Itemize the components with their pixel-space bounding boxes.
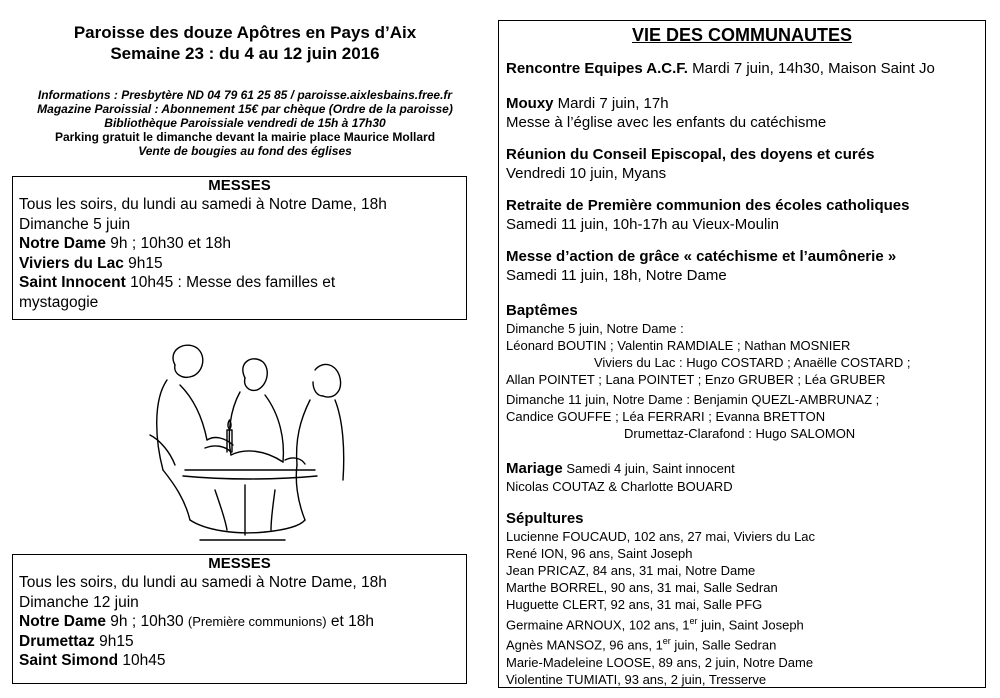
event-details: Mardi 7 juin, 14h30, Maison Saint Jo xyxy=(687,60,935,77)
event-retraite xyxy=(506,196,979,234)
list-item: Marie-Madeleine LOOSE, 89 ans, 2 juin, Notre Dame xyxy=(506,654,814,670)
section-title: Baptêmes xyxy=(506,302,578,319)
list-item: Dimanche 5 juin, Notre Dame : xyxy=(506,321,684,336)
church-name: Notre Dame xyxy=(19,613,106,630)
masses-line xyxy=(19,651,460,671)
mass-note: (Première communions) xyxy=(187,614,327,629)
list-item-text: Agnès MANSOZ, 96 ans, 1 xyxy=(506,637,663,653)
mass-times: 9h ; 10h30 xyxy=(106,613,188,630)
list-item xyxy=(506,613,979,633)
info-contact: Informations : Presbytère ND 04 79 61 25 85 / paroisse.aixlesbains.free.fr xyxy=(37,88,453,102)
list-item: Candice GOUFFE ; Léa FERRARI ; Evanna BRETTON xyxy=(506,409,826,424)
bulletin-header xyxy=(10,22,480,64)
event-details: Mardi 7 juin, 17h xyxy=(553,95,669,112)
list-item: Violentine TUMIATI, 93 ans, 2 juin, Tresserve xyxy=(506,671,767,687)
baptemes-section xyxy=(506,301,979,442)
list-item-text: Germaine ARNOUX, 102 ans, 1 xyxy=(506,617,690,633)
list-item: Drumettaz-Clarafond : Hugo SALOMON xyxy=(624,426,856,441)
list-item: Nicolas COUTAZ & Charlotte BOUARD xyxy=(506,479,733,494)
mariage-section xyxy=(506,459,979,495)
masses-date: Dimanche 5 juin xyxy=(19,215,131,233)
ordinal-suffix: er xyxy=(662,636,671,647)
event-title: Mouxy xyxy=(506,95,554,112)
masses-line xyxy=(19,273,460,293)
event-details: Vendredi 10 juin, Myans xyxy=(506,165,667,182)
info-library: Bibliothèque Paroissiale vendredi de 15h à 17h30 xyxy=(104,116,386,130)
parish-title: Paroisse des douze Apôtres en Pays d’Aix xyxy=(73,23,417,42)
masses-line: Tous les soirs, du lundi au samedi à Notre Dame, 18h xyxy=(19,574,387,591)
info-block xyxy=(10,88,480,158)
event-acf xyxy=(506,59,979,78)
masses-line: mystagogie xyxy=(19,293,99,311)
event-details: Samedi 11 juin, 10h-17h au Vieux-Moulin xyxy=(506,216,779,233)
mass-times: et 18h xyxy=(326,613,374,630)
info-parking: Parking gratuit le dimanche devant la mairie place Maurice Mollard xyxy=(54,130,436,144)
list-item: Dimanche 11 juin, Notre Dame : Benjamin QUEZL-AMBRUNAZ ; xyxy=(506,392,880,407)
masses-line xyxy=(19,632,460,652)
list-item: Huguette CLERT, 92 ans, 31 mai, Salle PFG xyxy=(506,597,763,612)
info-magazine: Magazine Paroissial : Abonnement 15€ par chèque (Ordre de la paroisse) xyxy=(37,102,453,116)
church-name: Drumettaz xyxy=(19,632,95,650)
community-title: VIE DES COMMUNAUTES xyxy=(631,25,853,45)
event-title: Rencontre Equipes A.C.F. xyxy=(506,60,688,77)
mass-times: 9h ; 10h30 et 18h xyxy=(106,235,231,252)
list-item xyxy=(506,633,979,653)
list-item: René ION, 96 ans, Saint Joseph xyxy=(506,546,693,561)
church-name: Notre Dame xyxy=(19,235,106,252)
masses-box-week1 xyxy=(12,176,467,320)
mass-times: 9h15 xyxy=(94,632,134,650)
mass-times: 10h45 : Messe des familles et xyxy=(125,274,336,291)
list-item: Jean PRICAZ, 84 ans, 31 mai, Notre Dame xyxy=(506,563,756,578)
masses-line: Tous les soirs, du lundi au samedi à Notre Dame, 18h xyxy=(19,196,387,213)
masses-date: Dimanche 12 juin xyxy=(19,593,139,611)
event-title: Retraite de Première communion des écoles catholiques xyxy=(506,197,910,214)
list-item: Allan POINTET ; Lana POINTET ; Enzo GRUBER ; Léa GRUBER xyxy=(506,372,886,387)
church-name: Saint Simond xyxy=(19,652,119,669)
masses-title: MESSES xyxy=(208,555,271,572)
list-item: Marthe BORREL, 90 ans, 31 mai, Salle Sedran xyxy=(506,580,778,595)
list-item-text: juin, Saint Joseph xyxy=(697,617,804,633)
section-title: Mariage xyxy=(506,460,563,477)
ordinal-suffix: er xyxy=(689,616,698,626)
event-mouxy xyxy=(506,94,979,132)
community-life-box xyxy=(498,20,986,688)
masses-box-week2 xyxy=(12,554,467,684)
event-conseil xyxy=(506,145,979,183)
section-title: Sépultures xyxy=(506,510,584,527)
event-title: Réunion du Conseil Episcopal, des doyens et curés xyxy=(506,146,875,163)
church-name: Viviers du Lac xyxy=(19,254,124,272)
event-details: Messe à l’église avec les enfants du catéchisme xyxy=(506,114,827,131)
event-title: Messe d’action de grâce « catéchisme et l’aumônerie » xyxy=(506,248,897,265)
masses-line xyxy=(19,612,460,632)
week-title: Semaine 23 : du 4 au 12 juin 2016 xyxy=(110,44,380,63)
event-details: Samedi 11 juin, 18h, Notre Dame xyxy=(506,267,727,284)
mass-times: 9h15 xyxy=(123,254,163,272)
list-item-text: juin, Salle Sedran xyxy=(670,637,777,653)
masses-title: MESSES xyxy=(208,177,271,194)
mass-times: 10h45 xyxy=(118,652,166,669)
event-action-grace xyxy=(506,247,979,285)
list-item: Lucienne FOUCAUD, 102 ans, 27 mai, Viviers du Lac xyxy=(506,529,816,544)
info-candles: Vente de bougies au fond des églises xyxy=(138,144,352,158)
masses-line xyxy=(19,234,460,254)
event-details: Samedi 4 juin, Saint innocent xyxy=(562,461,735,476)
sepultures-section xyxy=(506,509,979,688)
masses-line xyxy=(19,254,460,274)
list-item: Léonard BOUTIN ; Valentin RAMDIALE ; Nathan MOSNIER xyxy=(506,338,851,353)
praying-people-illustration xyxy=(145,340,345,545)
list-item: Viviers du Lac : Hugo COSTARD ; Anaëlle COSTARD ; xyxy=(594,355,911,370)
church-name: Saint Innocent xyxy=(19,274,126,291)
